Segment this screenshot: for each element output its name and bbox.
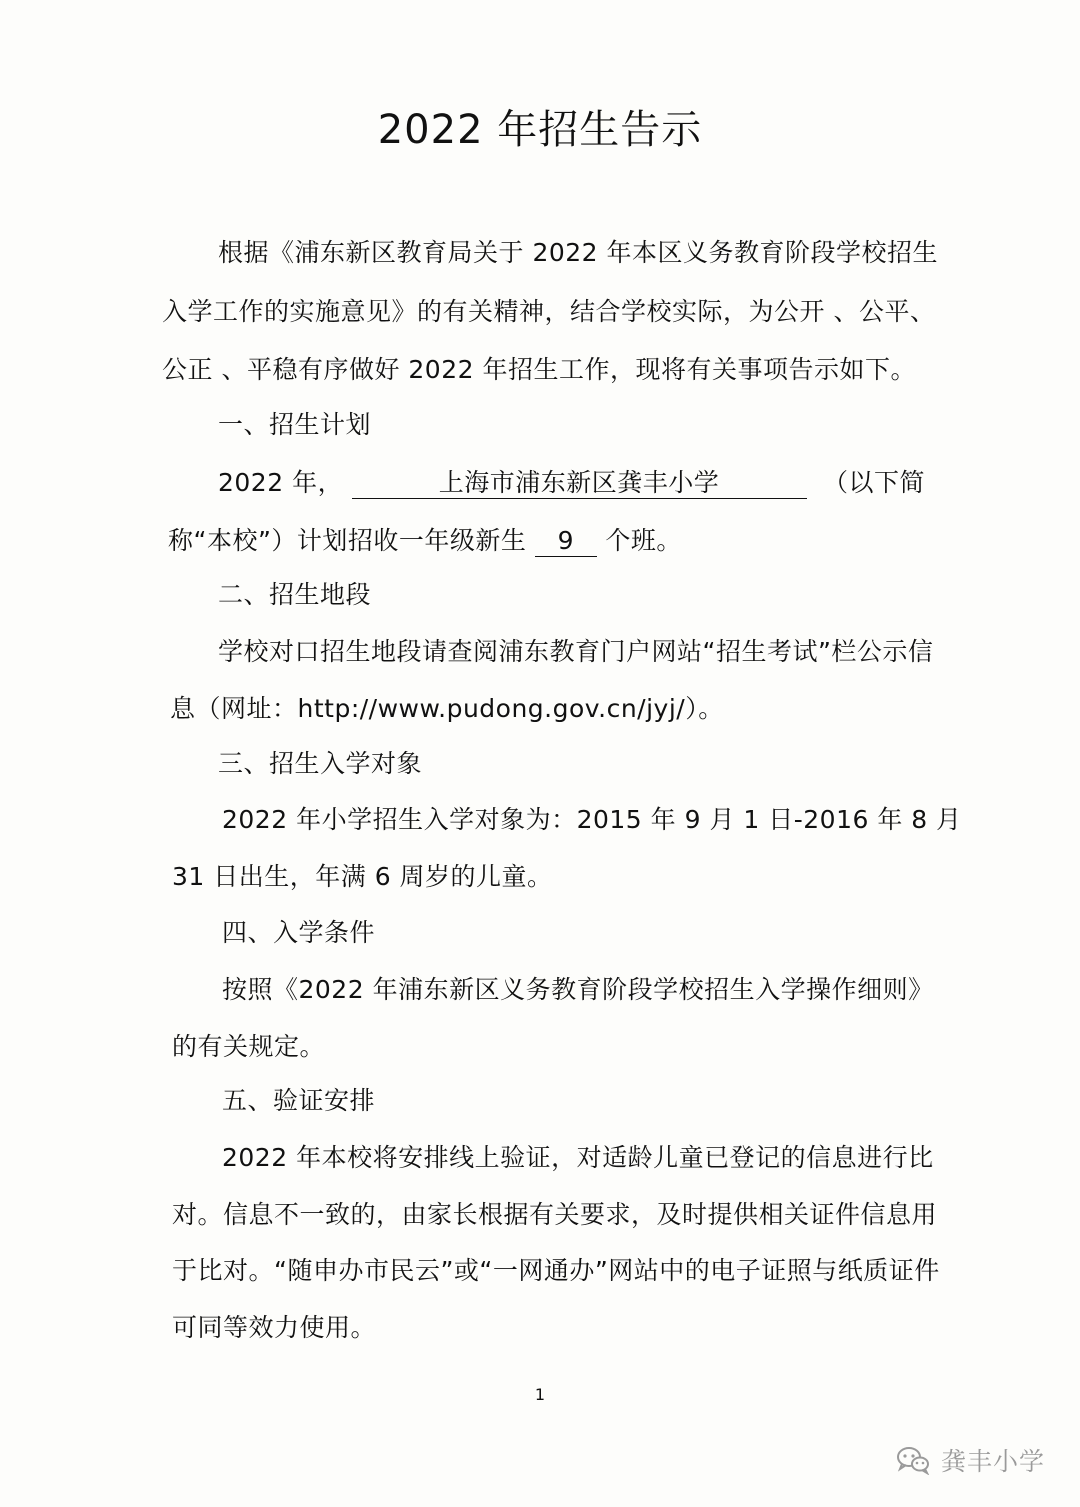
- wechat-icon: [895, 1445, 931, 1475]
- plan-text: 称“本校”）计划招收一年级新生: [168, 526, 527, 555]
- section-heading-verification: 五、验证安排: [222, 1086, 376, 1115]
- page-title: 2022 年招生告示: [377, 107, 703, 153]
- eligibility-line-1: 2022 年小学招生入学对象为：2015 年 9 月 1 日-2016 年 8 月: [222, 805, 962, 834]
- plan-unit: 个班。: [605, 526, 682, 555]
- plan-year: 2022 年，: [218, 468, 344, 497]
- watermark-text: 龚丰小学: [941, 1447, 1046, 1476]
- section-heading-conditions: 四、入学条件: [222, 918, 376, 947]
- page-number: 1: [534, 1385, 546, 1404]
- conditions-line-2: 的有关规定。: [172, 1032, 326, 1061]
- account-watermark: [895, 1440, 1045, 1480]
- verification-line-3: 于比对。“随申办市民云”或“一网通办”网站中的电子证照与纸质证件: [172, 1256, 940, 1285]
- verification-line-1: 2022 年本校将安排线上验证，对适龄儿童已登记的信息进行比: [222, 1143, 934, 1172]
- plan-line-1: [218, 463, 925, 499]
- conditions-line-1: 按照《2022 年浦东新区义务教育阶段学校招生入学操作细则》: [222, 975, 934, 1004]
- section-heading-district: 二、招生地段: [218, 580, 372, 609]
- section-heading-eligibility: 三、招生入学对象: [218, 749, 423, 778]
- class-count-field: 9: [535, 527, 597, 557]
- intro-line-3: 公正 、平稳有序做好 2022 年招生工作，现将有关事项告示如下。: [162, 355, 916, 384]
- verification-line-4: 可同等效力使用。: [172, 1313, 377, 1342]
- section-heading-plan: 一、招生计划: [218, 410, 372, 439]
- eligibility-line-2: 31 日出生，年满 6 周岁的儿童。: [172, 862, 553, 891]
- district-line-1: 学校对口招生地段请查阅浦东教育门户网站“招生考试”栏公示信: [218, 637, 934, 666]
- verification-line-2: 对。信息不一致的，由家长根据有关要求，及时提供相关证件信息用: [172, 1200, 938, 1229]
- plan-line-2: [168, 521, 682, 557]
- plan-abbrev: （以下简: [822, 468, 925, 497]
- school-name-field: 上海市浦东新区龚丰小学: [352, 469, 807, 499]
- district-line-2: 息（网址：http://www.pudong.gov.cn/jyj/）。: [170, 694, 724, 723]
- intro-line-1: 根据《浦东新区教育局关于 2022 年本区义务教育阶段学校招生: [218, 238, 939, 267]
- intro-line-2: 入学工作的实施意见》的有关精神，结合学校实际，为公开 、公平、: [162, 297, 936, 326]
